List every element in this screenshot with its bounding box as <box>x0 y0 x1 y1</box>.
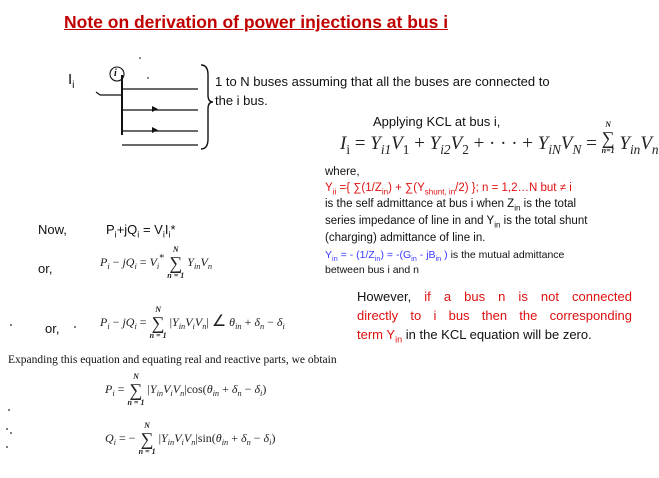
or-label-2: or, <box>45 321 60 336</box>
self-admittance-line-3: (charging) admittance of line in. <box>325 232 486 244</box>
however-note: However, if a bus n is not connected directly to i bus then the corresponding term $Y_{in}$ in the KCL equation will be zero. <box>357 289 633 345</box>
intro-line-2: the i bus. <box>215 93 268 108</box>
reactive-power-equation: $Q_i$ = − N ∑ n = 1 $|Y_{in}V_iV_n|\sin(\theta_{in} + \delta_n - \delta_i)$ <box>105 421 276 456</box>
dot-mark-6 <box>6 446 8 448</box>
or-label-1: or, <box>38 261 53 276</box>
where-label: where, <box>325 166 360 178</box>
mutual-admittance-line: $Y_{in}$ = - $(1/Z_{in}) = -(G_{in} - jB_{in}$ ) is the mutual admittance <box>325 249 565 264</box>
now-label: Now, <box>38 222 67 237</box>
or-equation-2: $P_i - jQ_i$ = N ∑ n = 1 $|Y_{in}V_iV_n|$ ∠ $\theta_{in} + \delta_n - \delta_i$ <box>100 305 285 340</box>
real-power-equation: $P_i$ = N ∑ n = 1 $|Y_{in}V_iV_n|\cos(\theta_{in} + \delta_n - \delta_i)$ <box>105 372 267 407</box>
self-admittance-line-2: series impedance of line in and $Y_{in}$ is the total shunt <box>325 215 588 230</box>
bus-node-label: i <box>114 68 117 79</box>
expand-note: Expanding this equation and equating real and reactive parts, we obtain <box>8 354 337 366</box>
complex-power-expression: $P_i+jQ_i = V_iI_i*$ <box>106 222 176 240</box>
kcl-equation: $I_i = Y_{i1}V_1 + Y_{i2}V_2$ + · · · + $Y_{iN}V_N$ = N ∑ n=1 $Y_{in}V_n$ <box>340 119 659 157</box>
bus-diagram <box>60 45 220 165</box>
or-equation-1: $P_i - jQ_i = V_i^*$ N ∑ n = 1 $Y_{in}V_n$ <box>100 245 212 280</box>
page-title: Note on derivation of power injections at bus i <box>64 12 449 32</box>
intro-line-1: 1 to N buses assuming that all the buses are connected to <box>215 74 550 89</box>
self-admittance-line-1: is the self admittance at bus i when $Z_{in}$ is the total <box>325 198 577 213</box>
dot-mark-2 <box>74 326 76 328</box>
dot-mark-5 <box>10 432 12 434</box>
dot-mark-4 <box>6 428 8 430</box>
mutual-admittance-line-2: between bus i and n <box>325 264 419 276</box>
kcl-heading: Applying KCL at bus i, <box>373 114 501 129</box>
dot-mark-1 <box>10 324 12 326</box>
yii-definition: $Y_{ii}$ ={ $\sum(1/Z_{in}) + \sum(Y_{shunt, in}/2)$ }; n = 1,2…N but ≠ i <box>325 182 572 197</box>
current-label: $I_i$ <box>68 71 75 91</box>
dot-mark-3 <box>8 409 10 411</box>
